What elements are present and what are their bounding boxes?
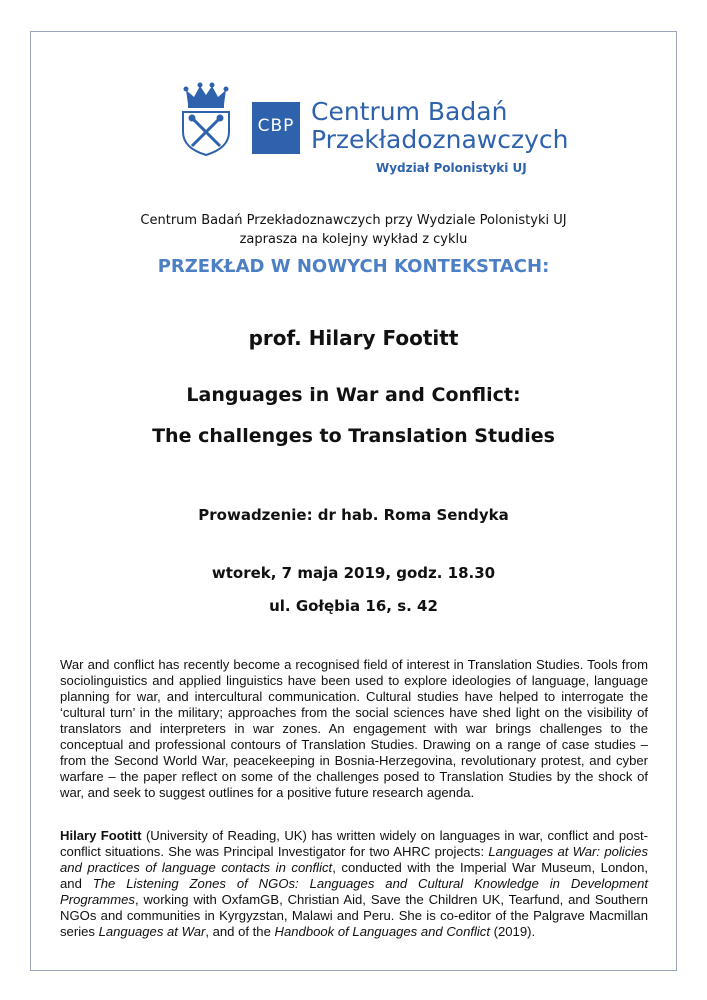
bio-paragraph	[60, 828, 648, 940]
bio-text-5: (2019).	[490, 924, 536, 939]
bio-project-2: The Listening Zones of NGOs: Languages and Cultural Knowledge in Development Programmes	[60, 876, 649, 907]
logo-line-2: Przekładoznawczych	[311, 125, 569, 154]
abstract-paragraph: War and conflict has recently become a recognised field of interest in Translation Studies. Tools from sociolinguistics and applied linguistics have been used to explore ideologies of language, language planning for war, and intercultural communication. Cultural studies have helped to interrogate the ‘cultural turn’ in the military; approaches from the social sciences have shed light on the visibility of translators and interpreters in war zones. An engagement with war brings challenges to the conceptual and professional contours of Translation Studies. Drawing on a range of case studies – from the Second World War, peacekeeping in Bosnia-Herzegovina, revolutionary protest, and cyber warfare – the paper reflect on some of the challenges posed to Translation Studies by the shock of war, and seek to suggest outlines for a positive future research agenda.	[60, 657, 648, 800]
logo-line-3: Wydział Polonistyki UJ	[376, 161, 527, 175]
lecture-title-line-1: Languages in War and Conflict:	[186, 384, 521, 406]
bio-series: Languages at War	[98, 924, 206, 939]
bio-project-1: Languages at War: policies and practices of language contacts in conflict	[60, 844, 648, 875]
cbp-badge-text: CBP	[257, 116, 295, 136]
host-line: Prowadzenie: dr hab. Roma Sendyka	[198, 506, 509, 524]
bio-name: Hilary Footitt	[60, 828, 142, 843]
intro-line-2: zaprasza na kolejny wykład z cyklu	[239, 232, 468, 247]
intro-line-1: Centrum Badań Przekładoznawczych przy Wydziale Polonistyki UJ	[140, 213, 567, 228]
bio-text-2: , conducted with the Imperial War Museum, London, and	[60, 860, 648, 891]
event-date: wtorek, 7 maja 2019, godz. 18.30	[211, 564, 496, 582]
cycle-title: PRZEKŁAD W NOWYCH KONTEKSTACH:	[157, 256, 550, 277]
bio-text-4: , and of the	[205, 924, 275, 939]
cbp-logo-badge	[252, 102, 300, 154]
event-place: ul. Gołębia 16, s. 42	[269, 597, 438, 615]
bio-text-3: , working with OxfamGB, Christian Aid, Save the Children UK, Tearfund, and Southern NGOs and communities in Kyrgyzstan, Malawi and Peru. She is co-editor of the Palgrave Macmillan series	[60, 892, 648, 939]
jagiellonian-crest-icon	[180, 82, 232, 156]
bio-handbook: Handbook of Languages and Conflict	[274, 924, 490, 939]
lecture-title-line-2: The challenges to Translation Studies	[152, 425, 555, 447]
logo-line-1: Centrum Badań	[311, 97, 508, 126]
speaker-name: prof. Hilary Footitt	[248, 326, 459, 350]
bio-text-1: (University of Reading, UK) has written widely on languages in war, conflict and post-conflict situations. She was Principal Investigator for two AHRC projects:	[60, 828, 648, 859]
